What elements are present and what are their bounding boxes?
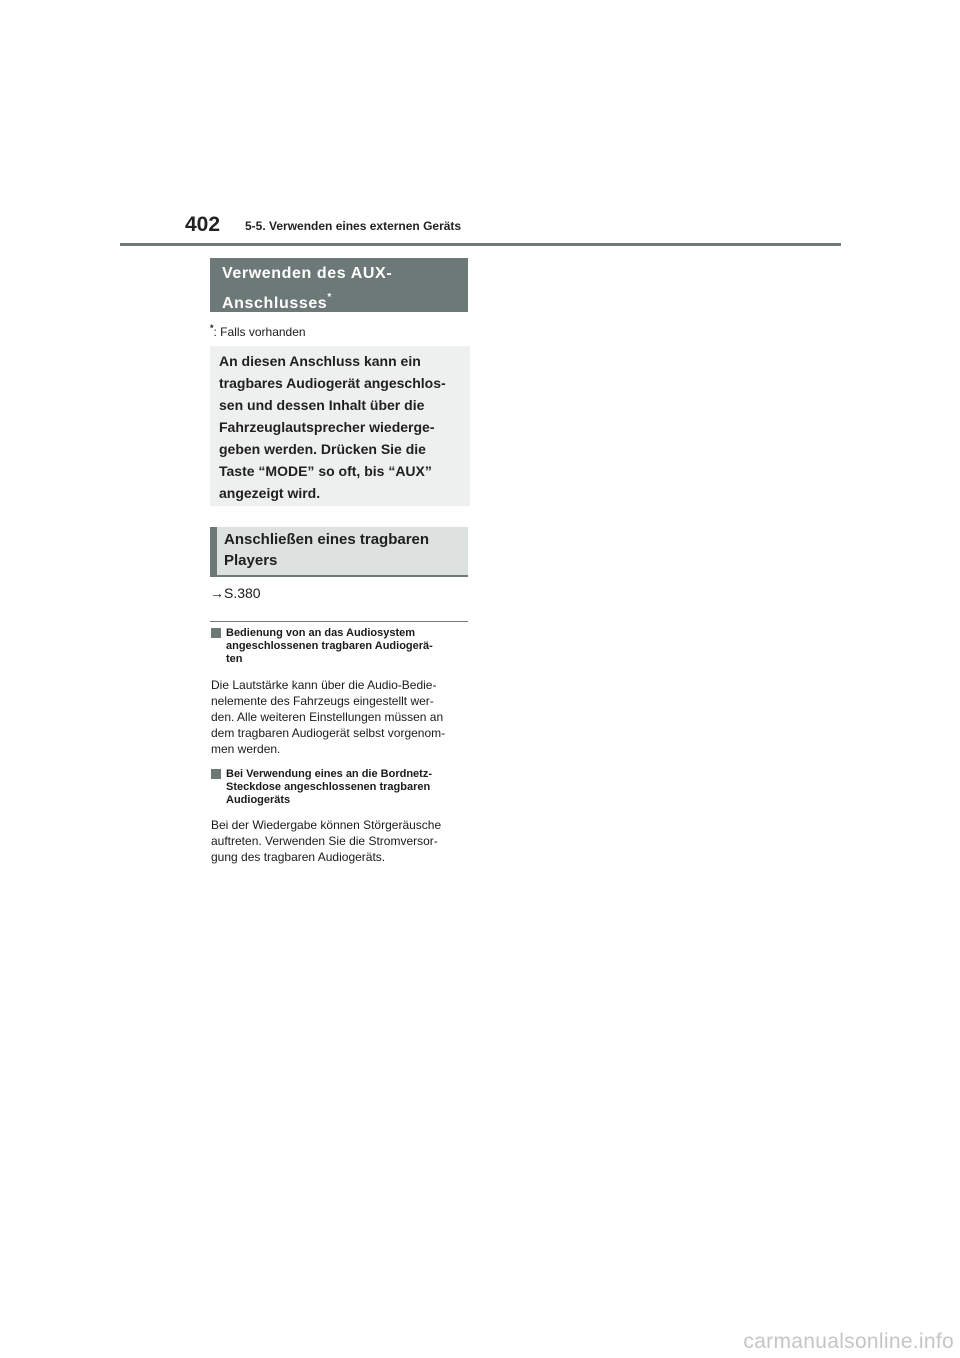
note-body-line: auftreten. Verwenden Sie die Stromversor- [211,834,438,848]
footnote-asterisk: * [210,323,214,333]
section-title-line-2 [222,286,456,316]
intro-line: sen und dessen Inhalt über die [219,397,425,413]
square-bullet-icon [211,769,221,779]
intro-line: geben werden. Drücken Sie die [219,441,426,457]
footnote [210,323,306,339]
subheading-line-2: Players [224,552,278,569]
watermark: carmanualsonline.info [743,1330,954,1353]
note-heading [211,768,469,807]
footnote-text: : Falls vorhanden [213,325,306,339]
note-heading [211,627,469,666]
footnote-marker: * [327,292,332,303]
intro-line: Taste “MODE” so oft, bis “AUX” [219,463,432,479]
note-body-line: nelemente des Fahrzeugs eingestellt wer- [211,694,434,708]
note-body-line: Bei der Wiedergabe können Störgeräusche [211,818,442,832]
intro-line: tragbares Audiogerät angeschlos- [219,375,446,391]
note-heading-line: Audiogeräts [226,794,291,806]
note-heading-line: Bei Verwendung eines an die Bordnetz- [226,768,432,780]
note-body-line: den. Alle weiteren Einstellungen müssen an [211,710,444,724]
page-reference-link[interactable]: →S.380 [210,585,261,601]
page-number: 402 [185,213,221,236]
intro-line: angezeigt wird. [219,485,321,501]
note-body [211,677,469,757]
note-body-line: gung des tragbaren Audiogeräts. [211,850,386,864]
intro-line: An diesen Anschluss kann ein [219,353,421,369]
note-heading-line: angeschlossenen tragbaren Audiogerä- [226,640,433,652]
subheading-line-1: Anschließen eines tragbaren [224,531,430,548]
section-title [210,258,468,312]
note-body-line: dem tragbaren Audiogerät selbst vorgenom- [211,726,446,740]
note-body-line: men werden. [211,742,281,756]
intro-box [210,346,470,506]
notes-divider [210,621,468,622]
note-body-line: Die Lautstärke kann über die Audio-Bedie- [211,678,437,692]
section-title-line-1: Verwenden des AUX- [222,265,393,282]
header-divider [120,243,841,246]
note-heading-line: Steckdose angeschlossenen tragbaren [226,781,431,793]
section-label: 5-5. Verwenden eines externen Geräts [245,219,462,233]
note-heading-line: Bedienung von an das Audiosystem [226,627,416,639]
subheading [210,527,468,577]
square-bullet-icon [211,628,221,638]
note-heading-line: ten [226,653,243,665]
section-title-line-2-text: Anschlusses [222,295,328,312]
note-body [211,817,469,865]
intro-line: Fahrzeuglautsprecher wiederge- [219,419,435,435]
